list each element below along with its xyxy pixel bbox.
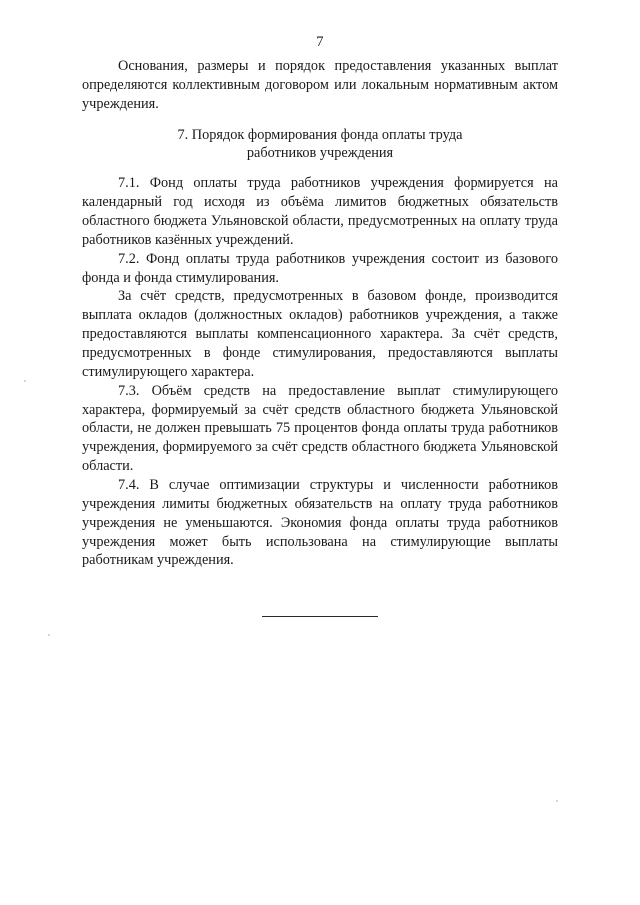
section-heading [82, 126, 558, 164]
section-heading-line-2: работников учреждения [246, 145, 394, 162]
paragraph-7-3: 7.3. Объём средств на предоставление выплат стимулирующего характера, формируемый за счёт средств областного бюджета Ульяновской области, не должен превышать 75 процентов фонда оплаты труда работников учреждения, формируемого за счёт средств областного бюджета Ульяновской области. [82, 382, 558, 475]
paragraph-7-4: 7.4. В случае оптимизации структуры и численности работников учреждения лимиты бюджетных обязательств на оплату труда работников учреждения не уменьшаются. Экономия фонда оплаты труда работников учреждения может быть использована на стимулирующие выплаты работникам учреждения. [82, 477, 558, 569]
paragraph-7-1: 7.1. Фонд оплаты труда работников учреждения формируется на календарный год исходя из объёма лимитов бюджетных обязательств областного бюджета Ульяновской области, предусмотренных на оплату труда работников казённых учреждений. [82, 175, 558, 248]
page-speck [48, 634, 50, 636]
paragraph: Основания, размеры и порядок предоставления указанных выплат определяются коллективным договором или локальным нормативным актом учреждения. [82, 58, 558, 112]
paragraph-7-2: 7.2. Фонд оплаты труда работников учреждения состоит из базового фонда и фонда стимулирования. [82, 250, 558, 286]
page-speck [24, 380, 26, 382]
divider-line [262, 616, 378, 617]
spacer [82, 163, 558, 174]
section-divider [82, 616, 558, 617]
page-number: 7 [316, 34, 324, 50]
page-speck [556, 800, 558, 802]
paragraph-base-fund: За счёт средств, предусмотренных в базовом фонде, производится выплата окладов (должностных окладов) работников учреждения, а также предоставляются выплаты компенсационного характера. За счёт средств, предусмотренных в фонде стимулирования, предоставляются выплаты стимулирующего характера. [82, 288, 558, 380]
page-content [0, 57, 640, 617]
section-heading-line-1: 7. Порядок формирования фонда оплаты труда [177, 126, 463, 143]
